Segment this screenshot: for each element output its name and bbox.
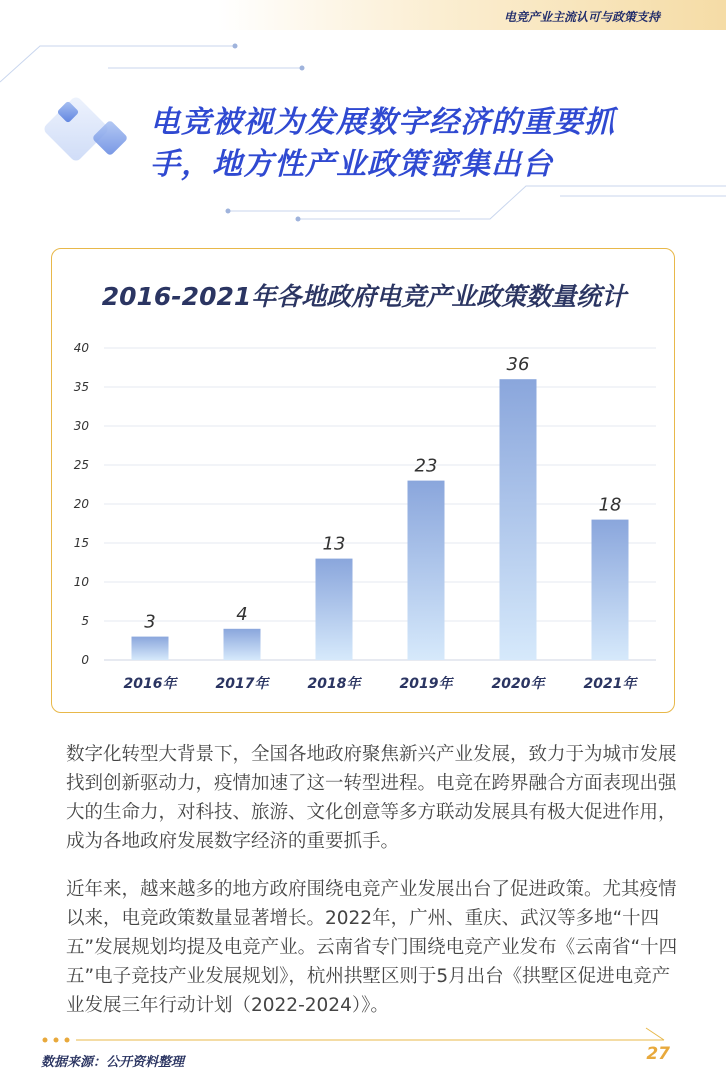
y-tick-label: 10 [73,575,89,589]
paragraph-1: 数字化转型大背景下，全国各地政府聚焦新兴产业发展，致力于为城市发展找到创新驱动力，疫情加速了这一转型进程。电竞在跨界融合方面表现出强大的生命力，对科技、旅游、文化创意等多方联动发展具有极大促进作用，成为各地政府发展数字经济的重要抓手。 [66,744,677,852]
x-tick-label: 2018年 [307,676,361,692]
bar [224,629,261,660]
page-heading [150,102,670,186]
y-tick-label: 15 [73,536,89,550]
bar [592,520,629,660]
page-number: 27 [646,1044,670,1064]
x-tick-label: 2021年 [583,676,637,692]
heading-line2: 手，地方性产业政策密集出台 [150,147,553,182]
chart-title: 2016-2021年各地政府电竞产业政策数量统计 [101,282,627,311]
data-label: 23 [414,455,438,477]
y-tick-label: 40 [73,341,89,355]
data-label: 18 [598,494,622,516]
y-tick-label: 20 [73,497,89,511]
y-tick-label: 35 [73,380,89,394]
y-tick-label: 0 [81,653,89,667]
y-tick-label: 25 [73,458,89,472]
bar [132,637,169,660]
y-tick-label: 5 [81,614,89,628]
section-label: 电竞产业主流认可与政策支持 [503,10,660,24]
data-label: 3 [144,611,156,633]
bar [500,379,537,660]
x-tick-label: 2020年 [491,676,545,692]
heading-line1: 电竞被视为发展数字经济的重要抓 [150,105,615,140]
footer-decoration [0,1020,726,1050]
data-source-note: 数据来源：公开资料整理 [41,1055,185,1070]
data-label: 4 [236,603,248,625]
x-tick-label: 2016年 [123,676,177,692]
data-label: 36 [506,354,530,376]
data-label: 13 [322,533,346,555]
paragraph-2: 近年来，越来越多的地方政府围绕电竞产业发展出台了促进政策。尤其疫情以来，电竞政策数量显著增长。2022年，广州、重庆、武汉等多地“十四五”发展规划均提及电竞产业。云南省专门围绕电竞产业发布《云南省“十四五”电子竞技产业发展规划》，杭州拱墅区则于5月出台《拱墅区促进电竞产业发展三年行动计划（2022-2024）》。 [66,879,678,1016]
x-tick-label: 2017年 [215,676,269,692]
bar [408,481,445,660]
bar-chart [52,249,676,714]
x-tick-label: 2019年 [399,676,453,692]
diamond-logo-icon [42,95,128,163]
y-tick-label: 30 [73,419,89,433]
chart-container [51,248,675,713]
bar [316,559,353,660]
